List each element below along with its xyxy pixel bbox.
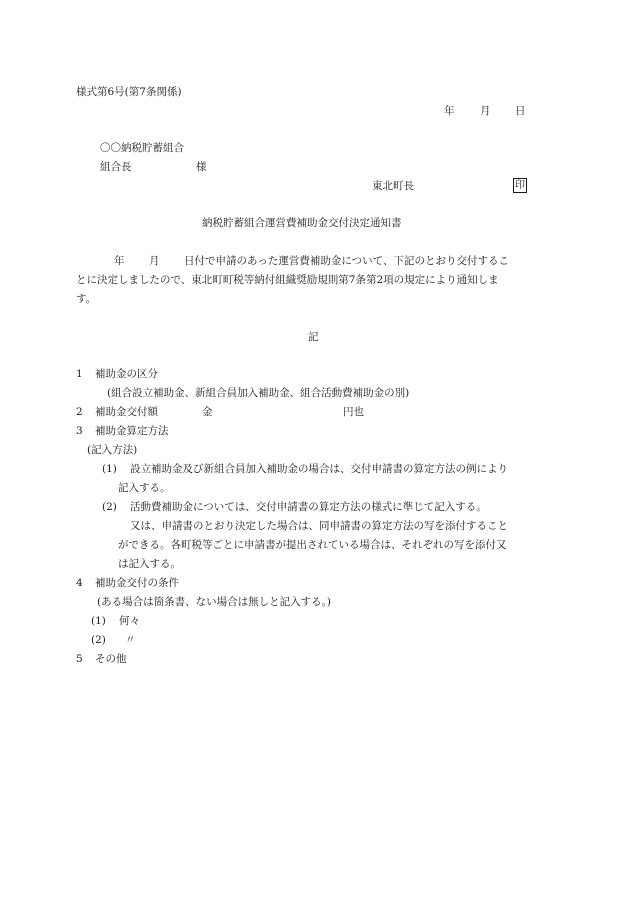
method-1-line1: 設立補助金及び新組合員加入補助金の場合は、交付申請書の算定方法の例により	[130, 463, 508, 475]
method-1-number: (1)	[102, 463, 117, 475]
date-year: 年	[444, 105, 455, 117]
condition-1-number: (1)	[91, 615, 106, 627]
body-line1: 日付で申請のあった運営費補助金について、下記のとおり交付するこ	[184, 255, 509, 267]
item-number: 3	[76, 425, 83, 437]
date-day: 日	[515, 105, 526, 117]
item-number: 5	[76, 653, 83, 665]
condition-2-number: (2)	[91, 634, 106, 646]
item-label: 補助金交付の条件	[95, 577, 179, 589]
item-sub: (組合設立補助金、新組合員加入補助金、組合活動費補助金の別)	[107, 387, 410, 399]
body-line3: す。	[76, 293, 97, 305]
body-line2: とに決定しましたので、東北町町税等納付組織奨励規則第7条第2項の規定により通知しま	[76, 274, 499, 286]
condition-2-text: 〃	[125, 634, 136, 646]
item-number: 1	[76, 368, 83, 380]
issuer-name: 東北町長	[372, 180, 414, 192]
method-2-line3: ができる。各町税等ごとに申請書が提出されている場合は、それぞれの写を添付又	[118, 539, 507, 551]
ki-heading: 記	[308, 331, 319, 343]
recipient-association: 〇〇納税貯蓄組合	[100, 142, 184, 154]
seal-text: 印	[515, 180, 525, 191]
method-2-line1: 活動費補助金については、交付申請書の算定方法の様式に準じて記入する。	[130, 501, 487, 513]
item-number: 2	[76, 406, 83, 418]
item-label: 補助金交付額	[95, 406, 158, 418]
body-month: 月	[149, 255, 160, 267]
seal-mark	[513, 178, 527, 193]
item-label: その他	[95, 653, 127, 665]
amount-yen: 円也	[343, 406, 364, 418]
amount-kin: 金	[202, 406, 213, 418]
item-label: 補助金算定方法	[95, 425, 169, 437]
condition-1-text: 何々	[119, 615, 140, 627]
method-2-number: (2)	[102, 501, 117, 513]
recipient-honorific: 様	[196, 161, 207, 173]
item-number: 4	[76, 577, 83, 589]
item-sub: (ある場合は箇条書、ない場合は無しと記入する。)	[97, 596, 331, 608]
method-1-line2: 記入する。	[118, 482, 171, 494]
method-label: (記入方法)	[87, 444, 138, 456]
form-label: 様式第6号(第7条関係)	[76, 86, 182, 98]
method-2-line4: は記入する。	[118, 558, 181, 570]
date-month: 月	[480, 105, 491, 117]
body-year: 年	[114, 255, 125, 267]
method-2-line2: 又は、申請書のとおり決定した場合は、同申請書の算定方法の写を添付すること	[130, 520, 508, 532]
item-label: 補助金の区分	[95, 368, 158, 380]
recipient-chairman: 組合長	[100, 161, 132, 173]
document-title: 納税貯蓄組合運営費補助金交付決定通知書	[202, 217, 402, 229]
